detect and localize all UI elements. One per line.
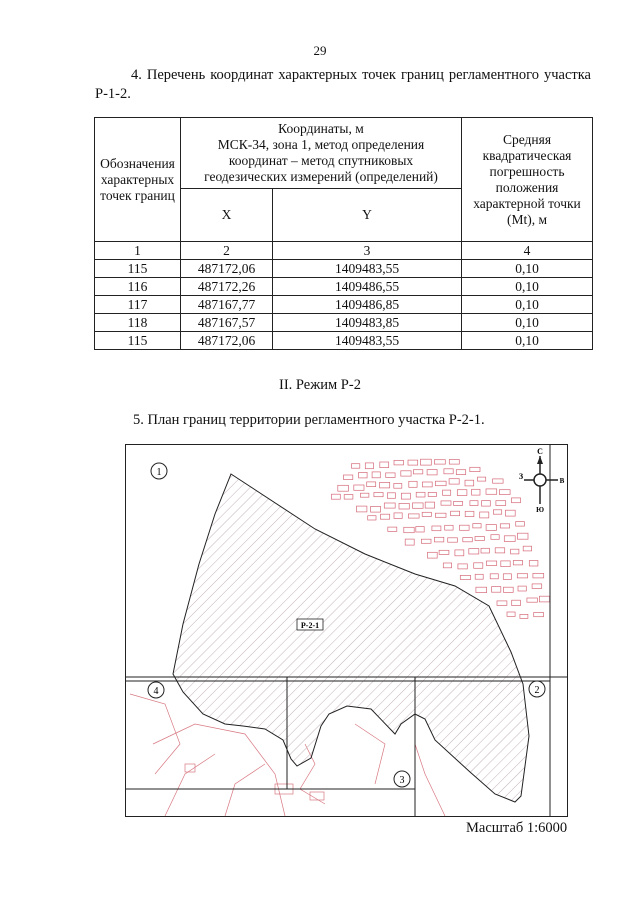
table-cell: 487167,77 <box>181 296 273 314</box>
section-5-heading: 5. План границ территории регламентного участка Р-2-1. <box>133 412 485 428</box>
table-cell: 1409486,55 <box>273 278 462 296</box>
sheet-number-1 <box>151 463 167 479</box>
compass-north: С <box>537 447 543 456</box>
table-cell: 0,10 <box>462 296 593 314</box>
table-row <box>95 278 593 296</box>
table-cell: 0,10 <box>462 332 593 350</box>
header-coordinates-line: геодезических измерений (определений) <box>204 169 438 184</box>
table-row <box>95 314 593 332</box>
header-coordinates-line: координат – метод спутниковых <box>228 153 414 168</box>
table-cell: 118 <box>95 314 181 332</box>
sheet-number-text: 1 <box>156 467 162 478</box>
header-y: Y <box>273 189 462 242</box>
table-cell: 115 <box>95 260 181 278</box>
sheet-number-text: 4 <box>153 686 159 697</box>
compass-east: В <box>559 477 565 485</box>
zone-label-text: Р-2-1 <box>300 621 320 630</box>
header-coordinates-line: Координаты, м <box>278 121 364 136</box>
sheet-number-2 <box>529 681 545 697</box>
sheet-number-text: 2 <box>534 685 540 696</box>
table-cell: 2 <box>181 242 273 260</box>
table-row <box>95 296 593 314</box>
table-cell: 1409483,55 <box>273 332 462 350</box>
index-row <box>95 242 593 260</box>
table-cell: 1409483,55 <box>273 260 462 278</box>
mode-title: II. Режим Р-2 <box>279 377 361 393</box>
table-cell: 4 <box>462 242 593 260</box>
header-coordinates-line: МСК-34, зона 1, метод определения <box>217 137 425 152</box>
sheet-number-3 <box>394 771 410 787</box>
scale-label: Масштаб 1:6000 <box>466 820 568 836</box>
sheet-number-4 <box>148 682 164 698</box>
table-cell: 0,10 <box>462 314 593 332</box>
table-cell: 1 <box>95 242 181 260</box>
table-cell: 487167,57 <box>181 314 273 332</box>
compass-west: З <box>518 472 524 481</box>
compass-south: Ю <box>536 506 544 514</box>
table-cell: 0,10 <box>462 260 593 278</box>
table-cell: 1409483,85 <box>273 314 462 332</box>
boundary-plan-map <box>125 444 568 817</box>
table-cell: 487172,06 <box>181 332 273 350</box>
coordinates-table <box>94 117 593 350</box>
sheet-number-text: 3 <box>399 775 405 786</box>
header-coordinates <box>181 118 462 189</box>
zone-label <box>297 619 323 630</box>
table-row <box>95 332 593 350</box>
table-cell: 117 <box>95 296 181 314</box>
section-4-heading: 4. Перечень координат характерных точек границ регламентного участка Р-1-2. <box>95 67 591 102</box>
table-cell: 115 <box>95 332 181 350</box>
table-cell: 3 <box>273 242 462 260</box>
table-cell: 487172,26 <box>181 278 273 296</box>
table-row <box>95 260 593 278</box>
header-mean-error: Средняя квадратическая погрешность положения характерной точки (Mt), м <box>462 118 593 242</box>
header-x: X <box>181 189 273 242</box>
table-cell: 116 <box>95 278 181 296</box>
table-cell: 487172,06 <box>181 260 273 278</box>
header-point-designation: Обозначения характерных точек границ <box>95 118 181 242</box>
page-number: 29 <box>313 43 327 58</box>
table-cell: 0,10 <box>462 278 593 296</box>
table-cell: 1409486,85 <box>273 296 462 314</box>
